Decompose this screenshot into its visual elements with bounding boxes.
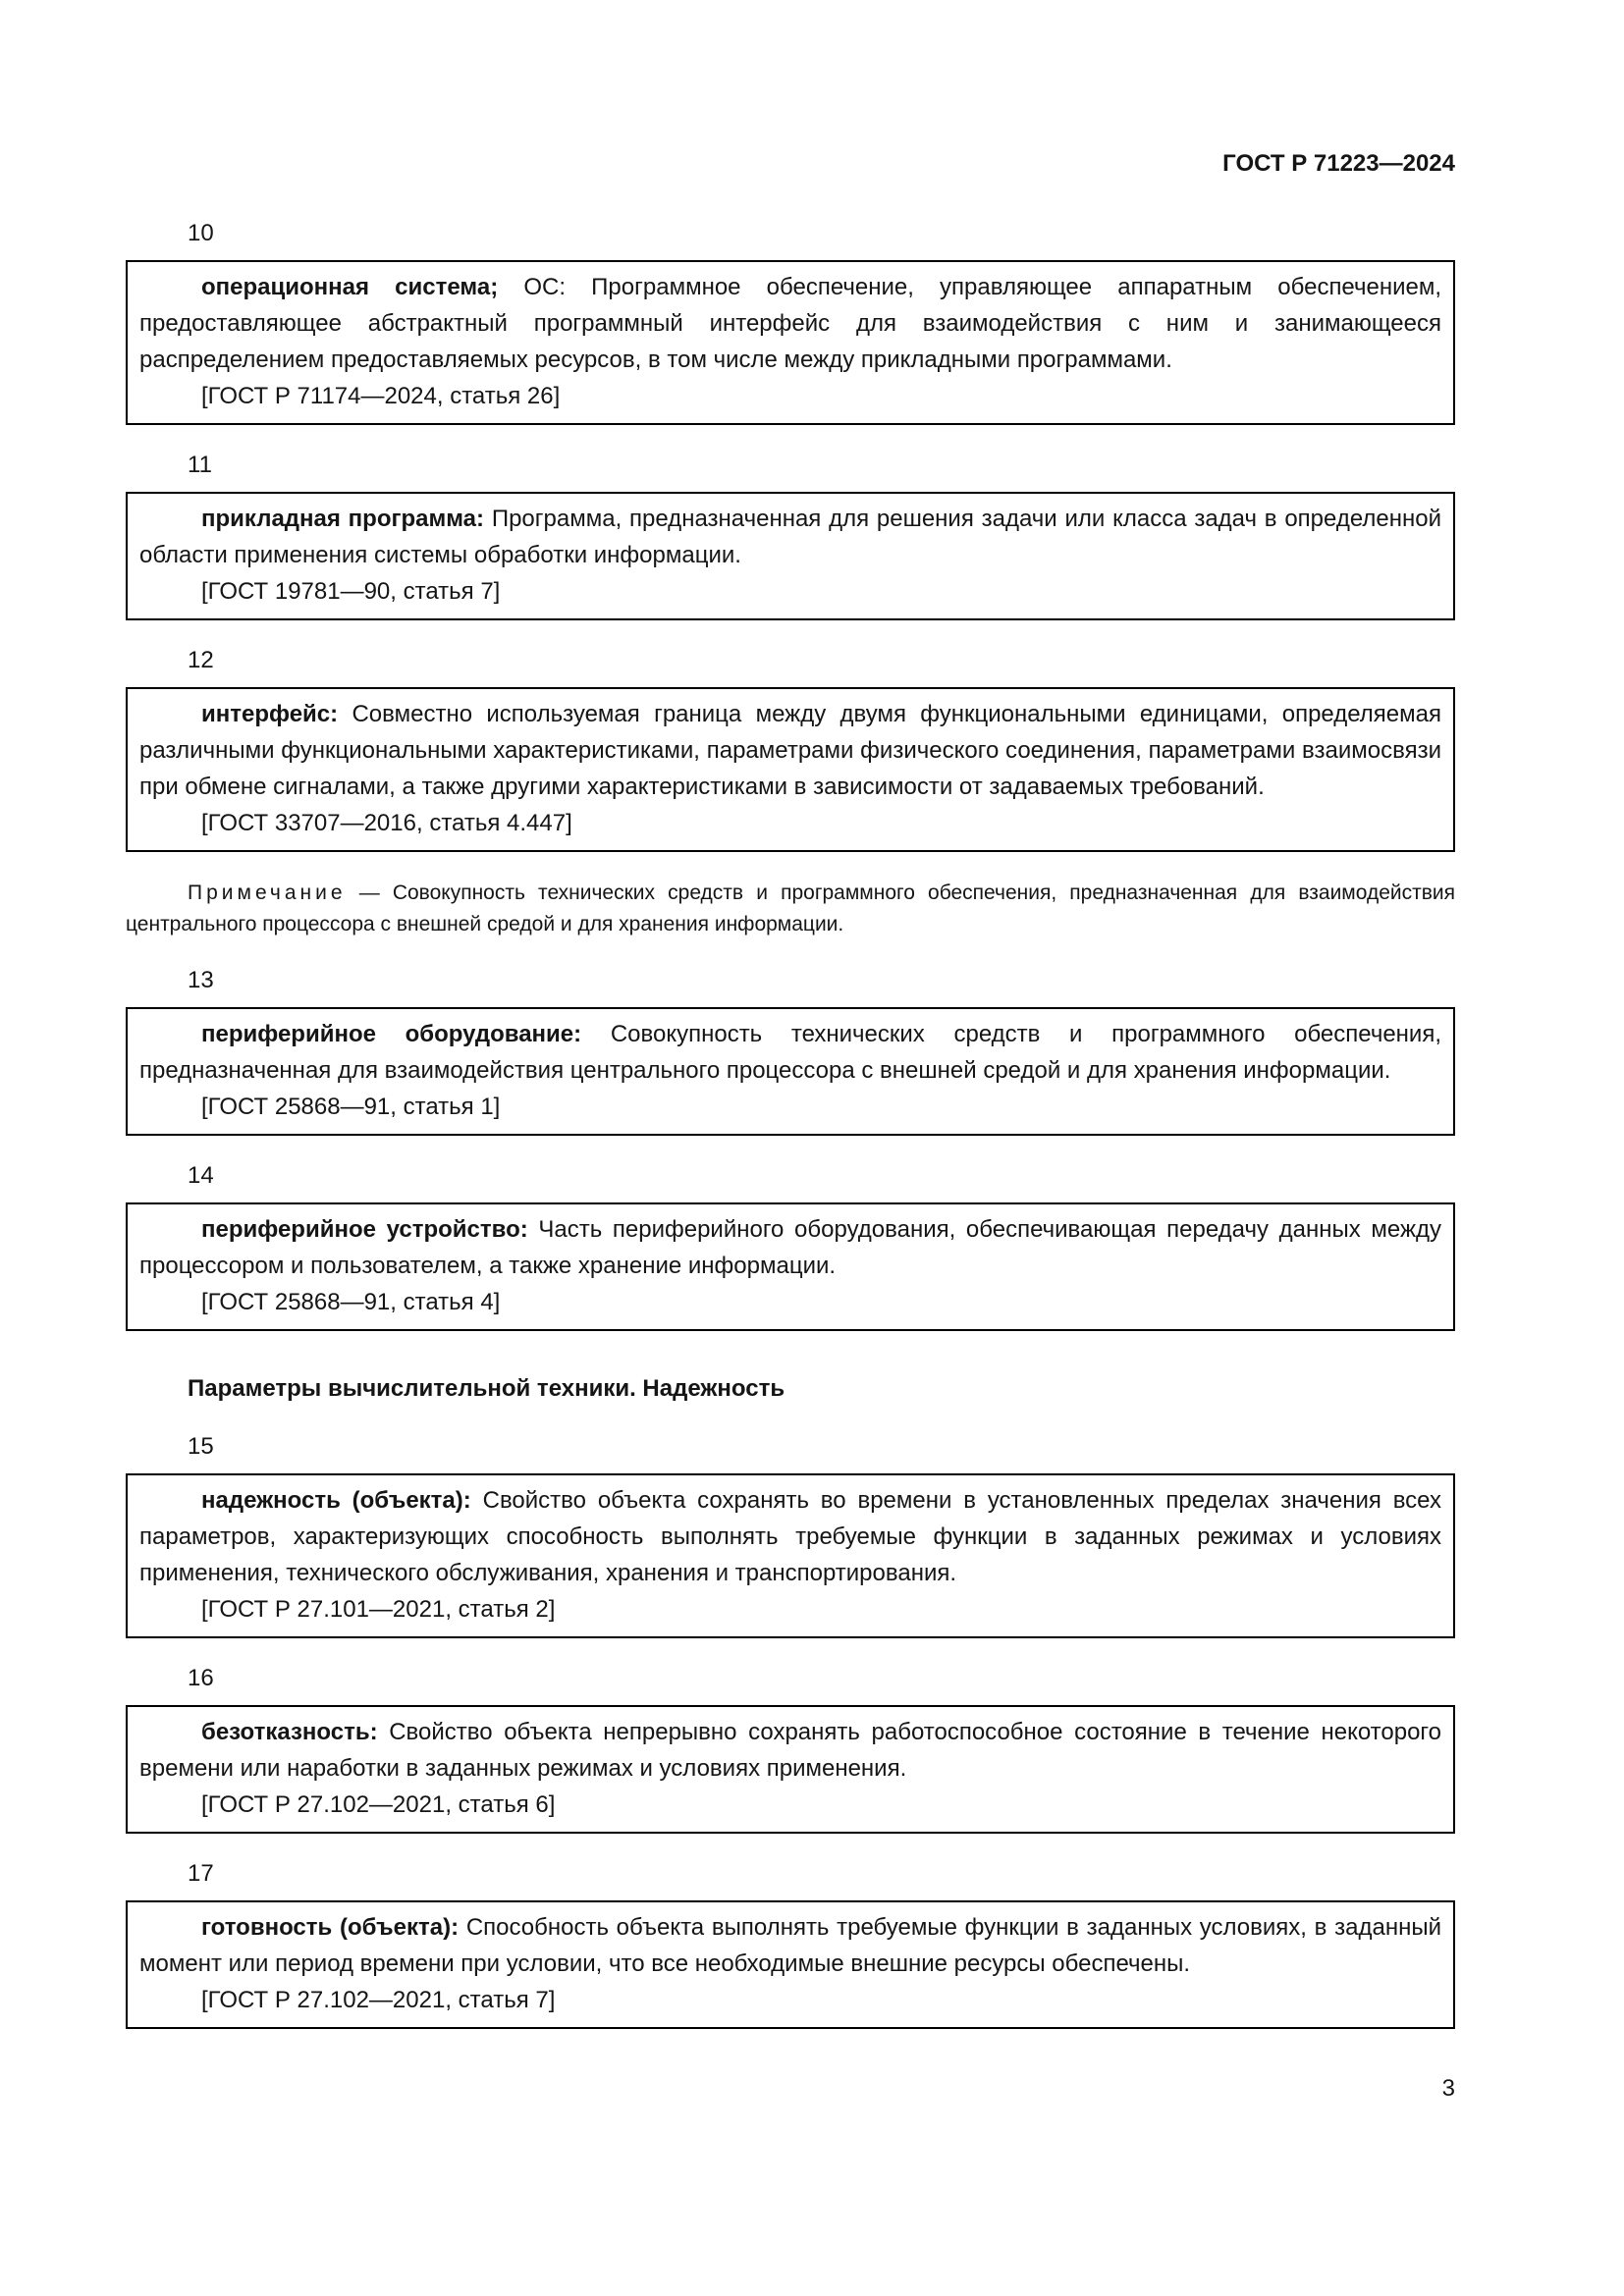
definition-body: Программа, предназначенная для решения задачи или класса задач в определенной области применения системы обработки информации. [139, 506, 1442, 568]
entry-number: 10 [188, 220, 214, 246]
definition-box [126, 1007, 1455, 1136]
source-reference: [ГОСТ Р 27.102—2021, статья 7] [201, 1987, 556, 2013]
section-heading: Параметры вычислительной техники. Надежность [188, 1375, 785, 1402]
definition-box [126, 1705, 1455, 1834]
definition-box [126, 1900, 1455, 2029]
definition-body: Программное обеспечение, управляющее аппаратным обеспечением, предоставляющее абстрактный программный интерфейс для взаимодействия с ним и занимающееся распределением предоставляемых ресурсов, в том числе между прикладными программами. [139, 274, 1442, 373]
term-entry [126, 642, 1455, 852]
source-reference: [ГОСТ Р 71174—2024, статья 26] [201, 383, 561, 409]
term-text: безотказность: [201, 1719, 378, 1745]
page-number: 3 [1441, 2075, 1455, 2102]
definition-paragraph [139, 269, 1441, 378]
term-text: прикладная программа: [201, 506, 485, 532]
definition-body: Свойство объекта непрерывно сохранять работоспособное состояние в течение некоторого времени или наработки в заданных режимах и условиях применения. [139, 1719, 1442, 1782]
term-entry [126, 447, 1455, 620]
doc-code: ГОСТ Р 71223—2024 [1222, 150, 1455, 177]
term-entry [126, 1157, 1455, 1331]
entry-number: 17 [188, 1860, 214, 1887]
entry-number: 16 [188, 1665, 214, 1691]
term-text: периферийное оборудование: [201, 1021, 582, 1047]
term-entry [126, 215, 1455, 425]
definition-box [126, 1202, 1455, 1331]
document-header [126, 145, 1455, 182]
entry-number: 14 [188, 1162, 214, 1189]
source-reference: [ГОСТ 25868—91, статья 4] [201, 1289, 501, 1315]
definition-body: Часть периферийного оборудования, обеспечивающая передачу данных между процессором и пользователем, а также хранение информации. [139, 1216, 1442, 1279]
term-text: интерфейс: [201, 701, 339, 727]
note-text: — Совокупность технических средств и программного обеспечения, предназначенная для взаимодействия центрального процессора с внешней средой и для хранения информации. [126, 881, 1455, 935]
definition-box [126, 492, 1455, 620]
entry-number: 15 [188, 1433, 214, 1460]
definition-paragraph [139, 1482, 1441, 1591]
note [126, 878, 1455, 940]
term-entry [126, 962, 1455, 1136]
term-text: периферийное устройство: [201, 1216, 528, 1243]
source-reference: [ГОСТ 25868—91, статья 1] [201, 1094, 501, 1120]
definition-body: Свойство объекта сохранять во времени в установленных пределах значения всех параметров, характеризующих способность выполнять требуемые функции в заданных режимах и условиях применения, технического обслуживания, хранения и транспортирования. [139, 1487, 1442, 1586]
definition-paragraph [139, 696, 1441, 805]
term-abbreviation: ОС: [498, 274, 567, 300]
definition-box [126, 687, 1455, 852]
definition-body: Совместно используемая граница между двумя функциональными единицами, определяемая различными функциональными характеристиками, параметрами физического соединения, параметрами взаимосвязи при обмене сигналами, а также другими характеристиками в зависимости от задаваемых требований. [139, 701, 1441, 800]
entry-number: 13 [188, 967, 214, 993]
definition-box [126, 260, 1455, 425]
term-text: надежность (объекта): [201, 1487, 471, 1514]
source-reference: [ГОСТ 33707—2016, статья 4.447] [201, 810, 572, 836]
entry-number: 11 [188, 452, 212, 478]
term-text: готовность (объекта): [201, 1914, 460, 1941]
term-text: операционная система; [201, 274, 499, 300]
entry-number: 12 [188, 647, 214, 673]
definition-body: Способность объекта выполнять требуемые функции в заданных условиях, в заданный момент или период времени при условии, что все необходимые внешние ресурсы обеспечены. [139, 1914, 1441, 1977]
definition-paragraph [139, 501, 1441, 573]
source-reference: [ГОСТ 19781—90, статья 7] [201, 578, 501, 605]
definition-paragraph [139, 1714, 1441, 1787]
note-label: Примечание [188, 881, 347, 904]
definition-paragraph [139, 1211, 1441, 1284]
source-reference: [ГОСТ Р 27.101—2021, статья 2] [201, 1596, 556, 1623]
definition-body: Совокупность технических средств и программного обеспечения, предназначенная для взаимодействия центрального процессора с внешней средой и для хранения информации. [139, 1021, 1442, 1084]
term-entry [126, 1660, 1455, 1834]
definition-paragraph [139, 1909, 1441, 1982]
term-entry [126, 1428, 1455, 1638]
definition-paragraph [139, 1016, 1441, 1089]
definition-box [126, 1473, 1455, 1638]
source-reference: [ГОСТ Р 27.102—2021, статья 6] [201, 1791, 556, 1818]
term-entry [126, 1855, 1455, 2029]
